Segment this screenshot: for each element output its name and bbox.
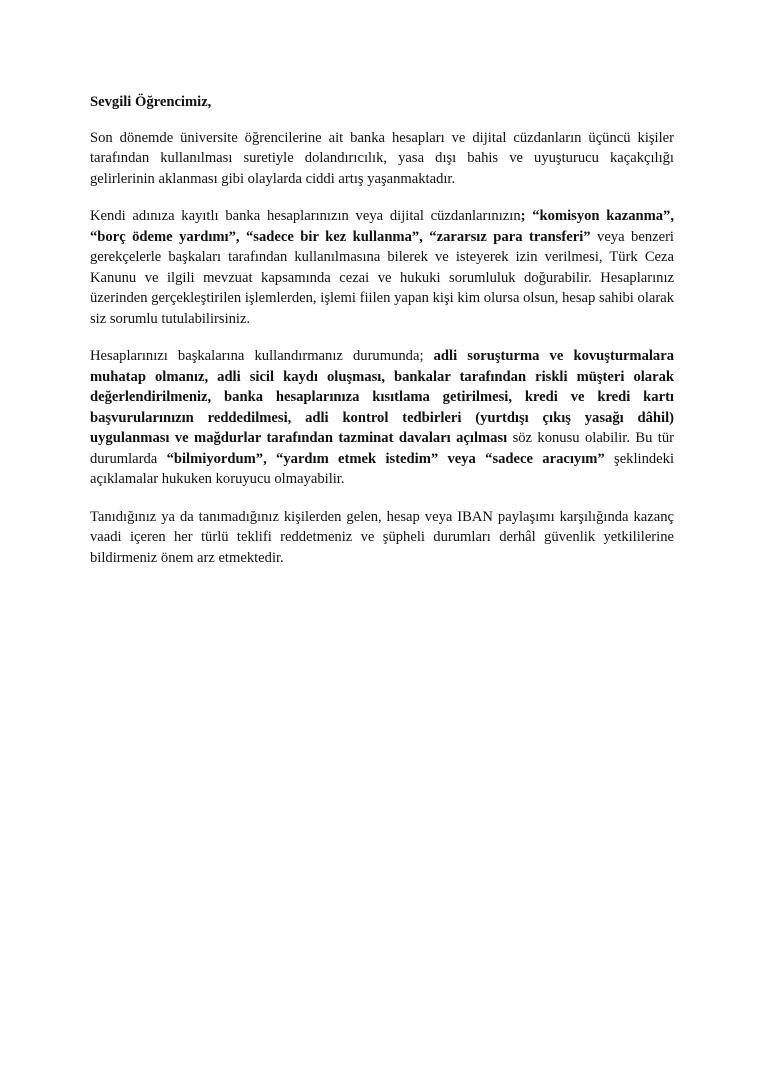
letter-body [90, 92, 674, 585]
paragraph-4-text: Tanıdığınız ya da tanımadığınız kişilerden gelen, hesap veya IBAN paylaşımı karşılığında kazanç vaadi içeren her türlü teklifi reddetmeniz ve şüpheli durumları derhâl güvenlik yetkililerine bildirmeniz önem arz etmektedir. [90, 508, 674, 566]
paragraph-3-middle: söz konusu olabilir. Bu tür durumlarda [90, 430, 674, 467]
paragraph-1-text: Son dönemde üniversite öğrencilerine ait banka hesapları ve dijital cüzdanların üçüncü kişiler tarafından kullanılması suretiyle dolandırıcılık, yasa dışı bahis ve uyuşturucu kaçakçılığı gelirlerinin aklanması gibi olaylarda ciddi artış yaşanmaktadır. [90, 129, 674, 187]
paragraph-3-rest: şeklindeki açıklamalar hukuken koruyucu olmayabilir. [90, 450, 675, 487]
paragraph-3-intro: Hesaplarınızı başkalarına kullandırmanız durumunda; [90, 348, 434, 364]
paragraph-2-intro: Kendi adınıza kayıtlı banka hesaplarınızın veya dijital cüzdanlarınızın [90, 208, 521, 224]
paragraph-2-rest: veya benzeri gerekçelerle başkaları tarafından kullanılmasına bilerek ve isteyerek izin verilmesi, Türk Ceza Kanunu ve ilgili mevzuat kapsamında cezai ve hukuki sorumluluk doğurabilir. Hesaplarınız üzerinden gerçekleştirilen işlemlerden, işlemi fiilen yapan kişi kim olursa olsun, hesap sahibi olarak siz sorumlu tutulabilirsiniz. [90, 228, 674, 327]
paragraph-1 [90, 128, 674, 190]
paragraph-2 [90, 206, 674, 329]
paragraph-3 [90, 346, 674, 490]
salutation: Sevgili Öğrencimiz, [90, 94, 212, 110]
paragraph-3-quotes: “bilmiyordum”, “yardım etmek istedim” veya “sadece aracıyım” [166, 450, 605, 467]
paragraph-4 [90, 507, 674, 569]
paragraph-2-reasons: ; “komisyon kazanma”, “borç ödeme yardımı”, “sadece bir kez kullanma”, “zararsız para transferi” [90, 208, 675, 245]
paragraph-3-consequences: adli soruşturma ve kovuşturmalara muhatap olmanız, adli sicil kaydı oluşması, bankalar tarafından riskli müşteri olarak değerlendirilmeniz, banka hesaplarınıza kısıtlama getirilmesi, kredi ve kredi kartı başvurularınızın reddedilmesi, adli kontrol tedbirleri (yurtdışı çıkış yasağı dâhil) uygulanması ve mağdurlar tarafından tazminat davaları açılması [90, 348, 674, 446]
